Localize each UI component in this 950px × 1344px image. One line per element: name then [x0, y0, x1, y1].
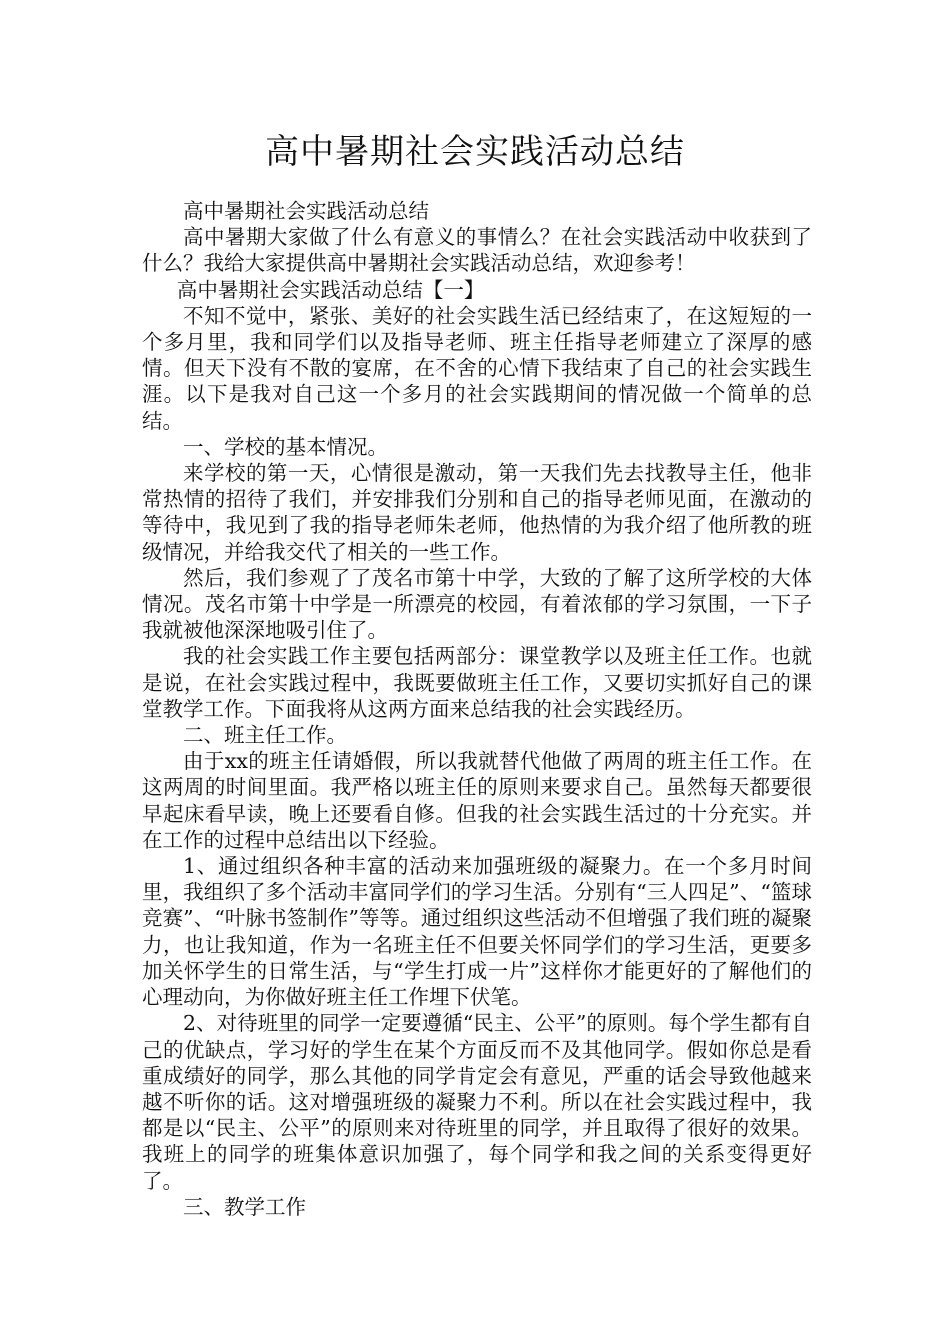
subheading-class-teacher: 二、班主任工作。 — [183, 723, 347, 748]
body-paragraph: 我的社会实践工作主要包括两部分：课堂教学以及班主任工作。也就是说，在社会实践过程中，我既要做班主任工作，又要切实抓好自己的课堂教学工作。下面我将从这两方面来总结我的社会实践经历。 — [142, 644, 812, 721]
body-paragraph: 不知不觉中，紧张、美好的社会实践生活已经结束了，在这短短的一个多月里，我和同学们以及指导老师、班主任指导老师建立了深厚的感情。但天下没有不散的宴席，在不舍的心情下我结束了自己的社会实践生涯。以下是我对自己这一个多月的社会实践期间的情况做一个简单的总结。 — [142, 303, 812, 433]
subheading-school: 一、学校的基本情况。 — [183, 434, 388, 459]
body-paragraph: 2、对待班里的同学一定要遵循“民主、公平”的原则。每个学生都有自己的优缺点，学习好的学生在某个方面反而不及其他同学。假如你总是看重成绩好的同学，那么其他的同学肯定会有意见，严重的话会导致他越来越不听你的话。这对增强班级的凝聚力不利。所以在社会实践过程中，我都是以“民主、公平”的原则来对待班里的同学，并且取得了很好的效果。我班上的同学的班集体意识加强了，每个同学和我之间的关系变得更好了。 — [142, 1011, 812, 1193]
body-paragraph: 来学校的第一天，心情很是激动，第一天我们先去找教导主任，他非常热情的招待了我们，并安排我们分别和自己的指导老师见面，在激动的等待中，我见到了我的指导老师朱老师，他热情的为我介绍了他所教的班级情况，并给我交代了相关的一些工作。 — [142, 461, 812, 564]
body-paragraph: 由于xx的班主任请婚假，所以我就替代他做了两周的班主任工作。在这两周的时间里面。我严格以班主任的原则来要求自己。虽然每天都要很早起床看早读，晚上还要看自修。但我的社会实践生活过的十分充实。并在工作的过程中总结出以下经验。 — [142, 749, 812, 852]
section-heading-one: 高中暑期社会实践活动总结【一】 — [176, 277, 485, 302]
body-paragraph: 然后，我们参观了了茂名市第十中学，大致的了解了这所学校的大体情况。茂名市第十中学是一所漂亮的校园，有着浓郁的学习氛围，一下子我就被他深深地吸引住了。 — [142, 565, 812, 643]
body-paragraph: 1、通过组织各种丰富的活动来加强班级的凝聚力。在一个多月时间里，我组织了多个活动丰富同学们的学习生活。分别有“三人四足”、“篮球竞赛”、“叶脉书签制作”等等。通过组织这些活动不但增强了我们班的凝聚力，也让我知道，作为一名班主任不但要关怀同学们的学习生活，更要多加关怀学生的日常生活，与“学生打成一片”这样你才能更好的了解他们的心理动向，为你做好班主任工作埋下伏笔。 — [142, 854, 812, 1010]
document-title: 高中暑期社会实践活动总结 — [265, 132, 685, 172]
intro-heading: 高中暑期社会实践活动总结 — [183, 199, 429, 223]
document-body — [142, 198, 812, 1220]
intro-paragraph: 高中暑期大家做了什么有意义的事情么？在社会实践活动中收获到了什么？我给大家提供高中暑期社会实践活动总结，欢迎参考！ — [142, 225, 812, 276]
subheading-teaching: 三、教学工作 — [183, 1194, 306, 1219]
